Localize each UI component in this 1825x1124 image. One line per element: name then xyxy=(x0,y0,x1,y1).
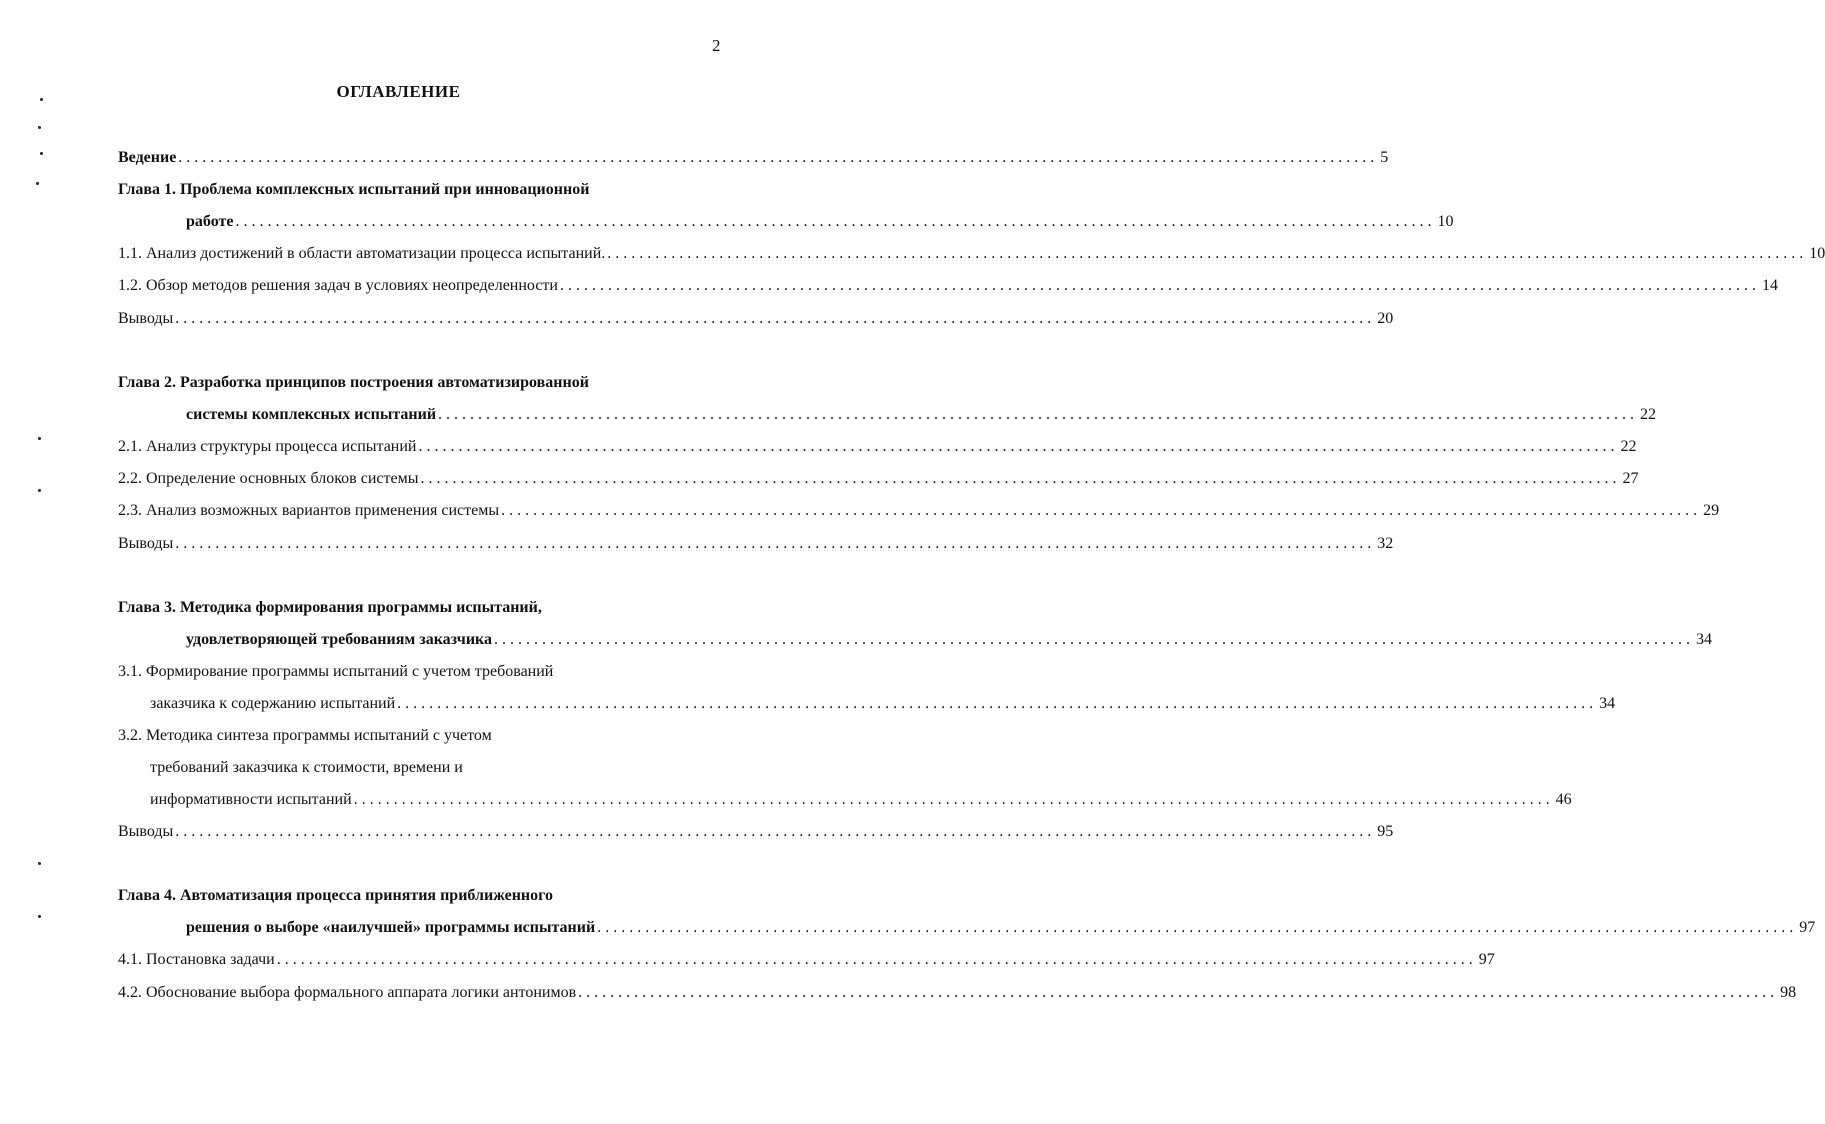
toc-label: 3.2. Методика синтеза программы испытаний с учетом xyxy=(118,727,492,744)
toc-page: 95 xyxy=(1377,823,1394,840)
leader-dots: ...................................................................................................................................................... xyxy=(276,951,1477,968)
scan-speck xyxy=(38,915,41,918)
scan-speck xyxy=(38,862,41,865)
toc-page: 34 xyxy=(1599,695,1616,712)
toc-label: Глава 1. Проблема комплексных испытаний при инновационной xyxy=(118,181,590,198)
toc-chapter-2-line2 xyxy=(186,403,1657,427)
toc-label: Выводы xyxy=(118,535,174,552)
toc-chapter-1-line1 xyxy=(118,178,722,202)
toc-page: 34 xyxy=(1696,631,1713,648)
toc-chapter-1-line2 xyxy=(186,210,1454,234)
toc-section-4-1 xyxy=(118,948,1495,972)
toc-label: Глава 3. Методика формирования программы испытаний, xyxy=(118,599,542,616)
toc-label: решения о выборе «наилучшей» программы испытаний xyxy=(186,919,596,936)
leader-dots: ...................................................................................................................................................... xyxy=(175,310,1376,327)
toc-label: удовлетворяющей требованиям заказчика xyxy=(186,631,493,648)
leader-dots: ...................................................................................................................................................... xyxy=(418,438,1619,455)
toc-label: Глава 4. Автоматизация процесса принятия приближенного xyxy=(118,887,554,904)
leader-dots: ...................................................................................................................................................... xyxy=(235,213,1436,230)
toc-entry-intro xyxy=(118,146,1389,170)
toc-label: требований заказчика к стоимости, времени и xyxy=(150,759,463,776)
scan-speck xyxy=(40,98,43,101)
toc-label: Выводы xyxy=(118,823,174,840)
toc-label: 4.2. Обоснование выбора формального аппарата логики антонимов xyxy=(118,984,577,1001)
toc-page: 32 xyxy=(1377,535,1394,552)
toc-label: 2.2. Определение основных блоков системы xyxy=(118,470,419,487)
toc-page: 27 xyxy=(1622,470,1639,487)
toc-label: Выводы xyxy=(118,310,174,327)
leader-dots: ...................................................................................................................................................... xyxy=(501,502,1702,519)
toc-page: 10 xyxy=(1809,245,1825,262)
toc-label: Глава 2. Разработка принципов построения автоматизированной xyxy=(118,374,589,391)
toc-section-1-2 xyxy=(118,274,1778,298)
scan-speck xyxy=(38,489,41,492)
toc-label: заказчика к содержанию испытаний xyxy=(150,695,396,712)
toc-page: 29 xyxy=(1703,502,1720,519)
leader-dots: ...................................................................................................................................................... xyxy=(397,695,1598,712)
scan-speck xyxy=(40,152,43,155)
toc-section-4-2 xyxy=(118,981,1797,1005)
toc-section-3-2-line1 xyxy=(118,724,722,748)
toc-section-3-2-line3 xyxy=(150,788,1572,812)
toc-page: 10 xyxy=(1437,213,1454,230)
leader-dots: ...................................................................................................................................................... xyxy=(353,791,1554,808)
leader-dots: ...................................................................................................................................................... xyxy=(438,406,1639,423)
toc-label: информативности испытаний xyxy=(150,791,352,808)
toc-page: 5 xyxy=(1380,149,1389,166)
toc-conclusions-2 xyxy=(118,532,1394,556)
page-number: 2 xyxy=(712,36,721,55)
leader-dots: ...................................................................................................................................................... xyxy=(494,631,1695,648)
leader-dots: ...................................................................................................................................................... xyxy=(578,984,1779,1001)
toc-label: 4.1. Постановка задачи xyxy=(118,951,275,968)
toc-section-2-2 xyxy=(118,467,1639,491)
toc-page: 22 xyxy=(1640,406,1657,423)
toc-section-3-1-line2 xyxy=(150,692,1616,716)
toc-section-1-1 xyxy=(118,242,1825,266)
scan-speck xyxy=(38,126,41,129)
toc-chapter-4-line2 xyxy=(186,916,1816,940)
toc-page: 98 xyxy=(1780,984,1797,1001)
leader-dots: ...................................................................................................................................................... xyxy=(178,149,1379,166)
toc-conclusions-1 xyxy=(118,307,1394,331)
toc-label: работе xyxy=(186,213,234,230)
toc-label: системы комплексных испытаний xyxy=(186,406,437,423)
toc-label: 2.1. Анализ структуры процесса испытаний xyxy=(118,438,417,455)
toc-chapter-3-line2 xyxy=(186,628,1713,652)
toc-chapter-4-line1 xyxy=(118,884,722,908)
toc-label: 1.1. Анализ достижений в области автоматизации процесса испытаний. xyxy=(118,245,606,262)
leader-dots: ...................................................................................................................................................... xyxy=(420,470,1621,487)
toc-chapter-3-line1 xyxy=(118,596,722,620)
toc-label: 2.3. Анализ возможных вариантов применения системы xyxy=(118,502,500,519)
toc-label: 3.1. Формирование программы испытаний с учетом требований xyxy=(118,663,554,680)
toc-page: 20 xyxy=(1377,310,1394,327)
toc-section-3-1-line1 xyxy=(118,660,722,684)
toc-section-2-3 xyxy=(118,499,1720,523)
toc-section-3-2-line2 xyxy=(150,756,722,780)
toc-page: 97 xyxy=(1799,919,1816,936)
toc-section-2-1 xyxy=(118,435,1637,459)
leader-dots: ...................................................................................................................................................... xyxy=(607,245,1808,262)
scan-speck xyxy=(38,437,41,440)
leader-dots: ...................................................................................................................................................... xyxy=(559,277,1760,294)
leader-dots: ...................................................................................................................................................... xyxy=(175,823,1376,840)
scan-speck xyxy=(36,182,39,185)
toc-chapter-2-line1 xyxy=(118,371,722,395)
leader-dots: ...................................................................................................................................................... xyxy=(175,535,1376,552)
page-title: ОГЛАВЛЕНИЕ xyxy=(336,82,461,101)
toc-page: 22 xyxy=(1620,438,1637,455)
toc-label: Ведение xyxy=(118,149,177,166)
leader-dots: ...................................................................................................................................................... xyxy=(597,919,1798,936)
toc-conclusions-3 xyxy=(118,820,1394,844)
toc-page: 46 xyxy=(1555,791,1572,808)
toc-page: 97 xyxy=(1478,951,1495,968)
toc-label: 1.2. Обзор методов решения задач в условиях неопределенности xyxy=(118,277,558,294)
toc-page: 14 xyxy=(1761,277,1778,294)
